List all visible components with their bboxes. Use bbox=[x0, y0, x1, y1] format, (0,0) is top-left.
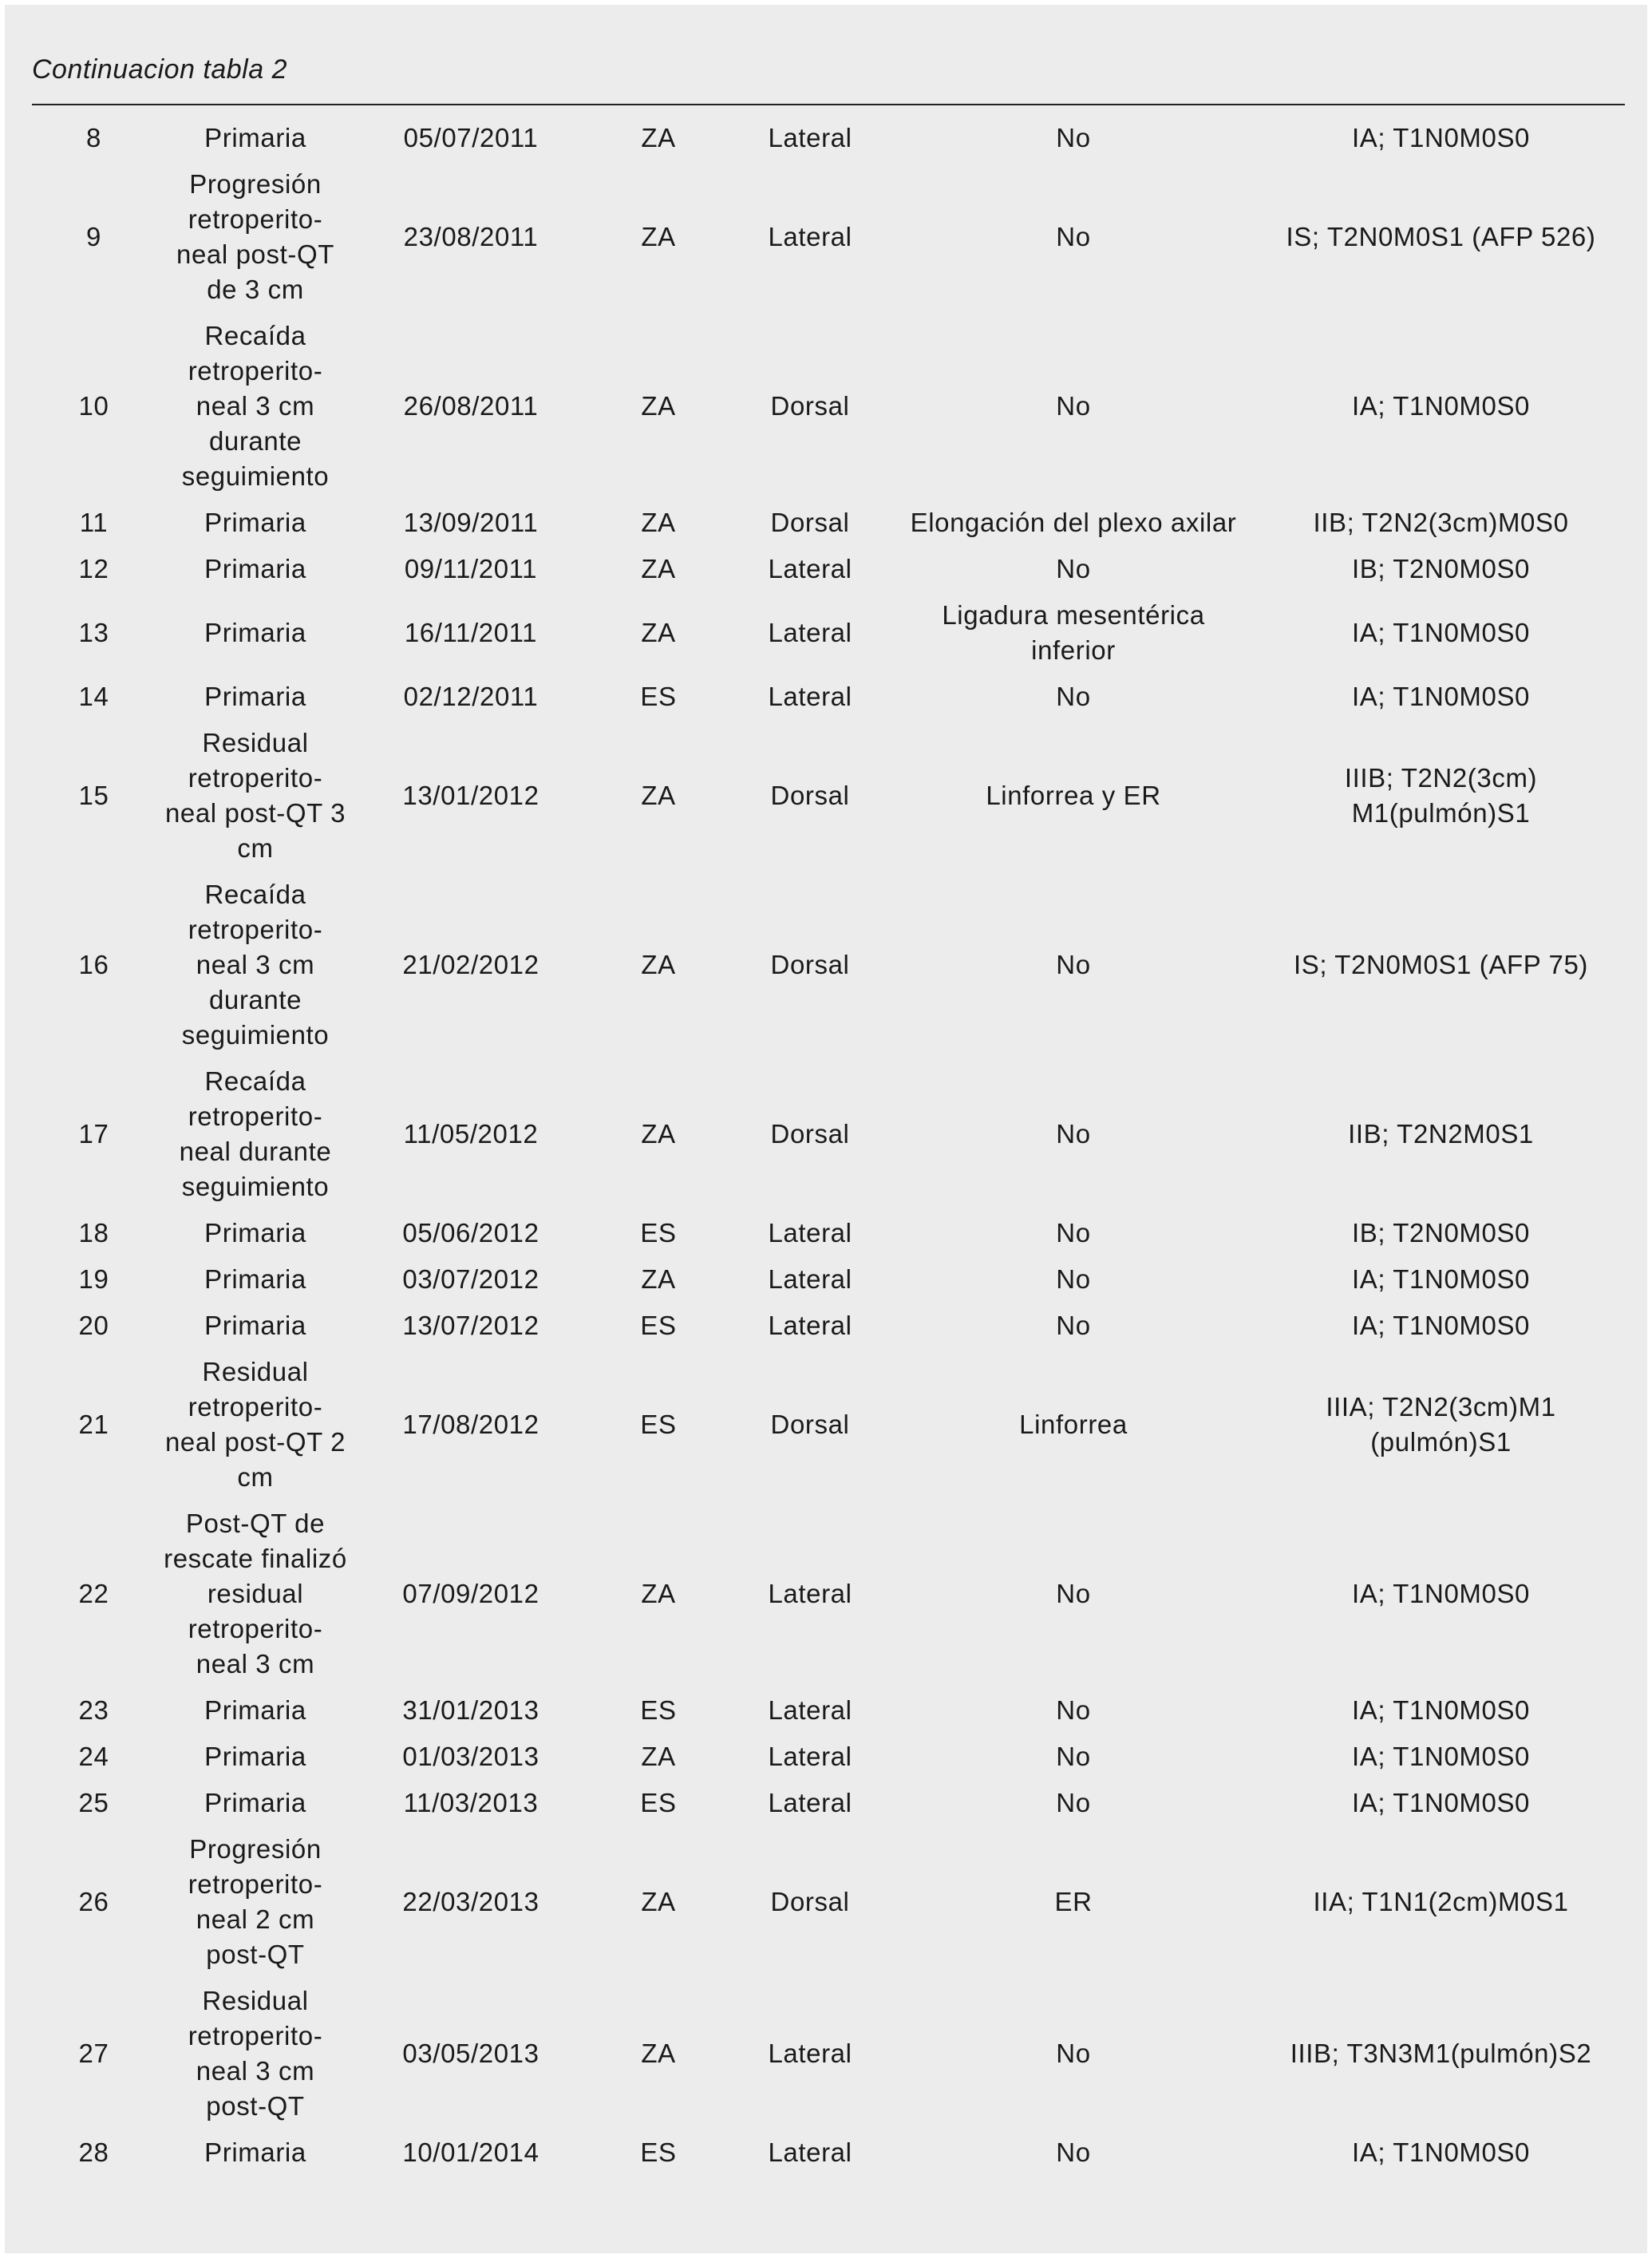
cell-approach: Dorsal bbox=[770, 1887, 850, 1916]
table-body bbox=[32, 115, 1625, 2176]
cell-center: ZA bbox=[641, 781, 676, 810]
cell-complications: No bbox=[1056, 2137, 1091, 2167]
cell-stage: IA; T1N0M0S0 bbox=[1351, 1264, 1531, 1294]
cell-stage: IB; T2N0M0S0 bbox=[1351, 1218, 1531, 1248]
cell-center: ES bbox=[640, 2137, 677, 2167]
cell-complications: No bbox=[1056, 554, 1091, 583]
table-row bbox=[32, 1349, 1625, 1501]
table-panel bbox=[5, 5, 1647, 2253]
cell-case-number: 18 bbox=[78, 1218, 109, 1248]
cell-complications: No bbox=[1056, 950, 1091, 979]
cell-case-number: 11 bbox=[79, 508, 109, 537]
cell-center: ZA bbox=[641, 391, 676, 421]
cell-stage: IA; T1N0M0S0 bbox=[1351, 1742, 1531, 1771]
cell-case-number: 28 bbox=[78, 2137, 109, 2167]
table-row bbox=[32, 1780, 1625, 1826]
cell-approach: Lateral bbox=[768, 1579, 852, 1608]
cell-case-number: 10 bbox=[78, 391, 109, 421]
table-row bbox=[32, 592, 1625, 674]
cell-date: 05/06/2012 bbox=[402, 1218, 539, 1248]
cell-complications: No bbox=[1056, 391, 1091, 421]
cell-case-number: 15 bbox=[78, 781, 109, 810]
cell-center: ZA bbox=[641, 554, 676, 583]
cell-date: 26/08/2011 bbox=[403, 391, 539, 421]
cell-complications: No bbox=[1056, 1695, 1091, 1725]
cell-stage: IA; T1N0M0S0 bbox=[1351, 1311, 1531, 1340]
cell-tumor-type: Post-QT de rescate finalizó residual retroperito- neal 3 cm bbox=[164, 1509, 347, 1679]
cell-date: 05/07/2011 bbox=[403, 123, 539, 152]
cell-center: ES bbox=[640, 1695, 677, 1725]
cell-date: 03/07/2012 bbox=[402, 1264, 539, 1294]
cell-approach: Dorsal bbox=[770, 781, 850, 810]
cell-center: ZA bbox=[641, 1264, 676, 1294]
cell-date: 21/02/2012 bbox=[402, 950, 539, 979]
cell-tumor-type: Progresión retroperito- neal 2 cm post-QT bbox=[188, 1834, 323, 1969]
cell-tumor-type: Recaída retroperito- neal 3 cm durante seguimiento bbox=[181, 880, 330, 1050]
cell-approach: Lateral bbox=[768, 554, 852, 583]
cell-stage: IA; T1N0M0S0 bbox=[1351, 1579, 1531, 1608]
cell-case-number: 25 bbox=[78, 1788, 109, 1817]
cell-case-number: 8 bbox=[86, 123, 101, 152]
cell-date: 16/11/2011 bbox=[404, 618, 538, 647]
data-table bbox=[32, 115, 1625, 2176]
cell-stage: IIA; T1N1(2cm)M0S1 bbox=[1313, 1887, 1569, 1916]
cell-tumor-type: Recaída retroperito- neal 3 cm durante seguimiento bbox=[181, 321, 330, 491]
cell-approach: Lateral bbox=[768, 1264, 852, 1294]
cell-approach: Dorsal bbox=[770, 1410, 850, 1439]
cell-center: ZA bbox=[641, 950, 676, 979]
cell-center: ZA bbox=[641, 1887, 676, 1916]
table-row bbox=[32, 2129, 1625, 2176]
cell-complications: Ligadura mesentérica inferior bbox=[942, 600, 1205, 665]
cell-approach: Lateral bbox=[768, 2039, 852, 2068]
cell-case-number: 22 bbox=[78, 1579, 109, 1608]
cell-stage: IA; T1N0M0S0 bbox=[1351, 682, 1531, 711]
cell-case-number: 27 bbox=[78, 2039, 109, 2068]
cell-stage: IIIB; T2N2(3cm) M1(pulmón)S1 bbox=[1344, 763, 1538, 828]
cell-tumor-type: Primaria bbox=[204, 1264, 306, 1294]
cell-complications: No bbox=[1056, 1579, 1091, 1608]
table-row bbox=[32, 674, 1625, 720]
cell-center: ZA bbox=[641, 222, 676, 251]
cell-tumor-type: Residual retroperito- neal post-QT 3 cm bbox=[164, 728, 346, 863]
cell-complications: No bbox=[1056, 123, 1091, 152]
cell-stage: IIB; T2N2(3cm)M0S0 bbox=[1313, 508, 1569, 537]
cell-case-number: 12 bbox=[78, 554, 109, 583]
cell-complications: No bbox=[1056, 1788, 1091, 1817]
cell-tumor-type: Primaria bbox=[204, 1788, 306, 1817]
cell-stage: IA; T1N0M0S0 bbox=[1351, 2137, 1531, 2167]
table-row bbox=[32, 1058, 1625, 1210]
cell-center: ES bbox=[640, 1311, 677, 1340]
cell-tumor-type: Primaria bbox=[204, 554, 306, 583]
cell-approach: Lateral bbox=[768, 1788, 852, 1817]
cell-tumor-type: Primaria bbox=[204, 1695, 306, 1725]
cell-tumor-type: Progresión retroperito- neal post-QT de 3 cm bbox=[176, 169, 334, 304]
cell-approach: Lateral bbox=[768, 1742, 852, 1771]
cell-center: ES bbox=[640, 1788, 677, 1817]
cell-date: 10/01/2014 bbox=[402, 2137, 539, 2167]
table-row bbox=[32, 1501, 1625, 1687]
cell-tumor-type: Primaria bbox=[204, 508, 306, 537]
cell-tumor-type: Primaria bbox=[204, 123, 306, 152]
cell-stage: IB; T2N0M0S0 bbox=[1351, 554, 1531, 583]
cell-date: 31/01/2013 bbox=[402, 1695, 539, 1725]
cell-stage: IA; T1N0M0S0 bbox=[1351, 1788, 1531, 1817]
cell-date: 03/05/2013 bbox=[402, 2039, 539, 2068]
cell-date: 13/07/2012 bbox=[402, 1311, 539, 1340]
table-row bbox=[32, 1734, 1625, 1780]
cell-approach: Dorsal bbox=[770, 950, 850, 979]
cell-tumor-type: Primaria bbox=[204, 2137, 306, 2167]
cell-approach: Lateral bbox=[768, 1695, 852, 1725]
cell-date: 01/03/2013 bbox=[402, 1742, 539, 1771]
table-caption: Continuacion tabla 2 bbox=[32, 54, 288, 85]
cell-complications: No bbox=[1056, 682, 1091, 711]
cell-center: ZA bbox=[641, 1742, 676, 1771]
table-row bbox=[32, 1256, 1625, 1303]
table-row bbox=[32, 115, 1625, 161]
table-row bbox=[32, 161, 1625, 313]
table-row bbox=[32, 720, 1625, 872]
cell-complications: No bbox=[1056, 1742, 1091, 1771]
cell-stage: IA; T1N0M0S0 bbox=[1351, 618, 1531, 647]
cell-stage: IA; T1N0M0S0 bbox=[1351, 1695, 1531, 1725]
cell-tumor-type: Primaria bbox=[204, 618, 306, 647]
cell-tumor-type: Primaria bbox=[204, 1742, 306, 1771]
cell-date: 13/09/2011 bbox=[403, 508, 539, 537]
table-row bbox=[32, 872, 1625, 1058]
cell-stage: IIB; T2N2M0S1 bbox=[1348, 1119, 1534, 1149]
cell-center: ZA bbox=[641, 508, 676, 537]
cell-stage: IA; T1N0M0S0 bbox=[1351, 391, 1531, 421]
cell-tumor-type: Primaria bbox=[204, 1311, 306, 1340]
table-row bbox=[32, 1826, 1625, 1978]
cell-approach: Lateral bbox=[768, 222, 852, 251]
cell-date: 17/08/2012 bbox=[402, 1410, 539, 1439]
cell-complications: No bbox=[1056, 1119, 1091, 1149]
table-row bbox=[32, 1687, 1625, 1734]
cell-complications: No bbox=[1056, 1218, 1091, 1248]
cell-case-number: 9 bbox=[86, 222, 101, 251]
cell-approach: Lateral bbox=[768, 1218, 852, 1248]
header-rule bbox=[32, 104, 1625, 105]
table-row bbox=[32, 313, 1625, 500]
cell-approach: Lateral bbox=[768, 618, 852, 647]
table-row bbox=[32, 500, 1625, 546]
table-row bbox=[32, 1210, 1625, 1256]
cell-date: 09/11/2011 bbox=[404, 554, 538, 583]
cell-case-number: 13 bbox=[78, 618, 109, 647]
cell-case-number: 17 bbox=[78, 1119, 109, 1149]
cell-center: ZA bbox=[641, 2039, 676, 2068]
cell-case-number: 26 bbox=[78, 1887, 109, 1916]
cell-stage: IA; T1N0M0S0 bbox=[1351, 123, 1531, 152]
cell-case-number: 14 bbox=[78, 682, 109, 711]
cell-center: ES bbox=[640, 682, 677, 711]
cell-complications: ER bbox=[1054, 1887, 1093, 1916]
cell-approach: Lateral bbox=[768, 2137, 852, 2167]
cell-tumor-type: Residual retroperito- neal 3 cm post-QT bbox=[188, 1986, 323, 2121]
cell-center: ZA bbox=[641, 1579, 676, 1608]
cell-case-number: 23 bbox=[78, 1695, 109, 1725]
cell-complications: No bbox=[1056, 222, 1091, 251]
cell-approach: Dorsal bbox=[770, 391, 850, 421]
table-row bbox=[32, 546, 1625, 592]
cell-case-number: 16 bbox=[78, 950, 109, 979]
cell-complications: No bbox=[1056, 1264, 1091, 1294]
cell-case-number: 19 bbox=[78, 1264, 109, 1294]
cell-center: ES bbox=[640, 1218, 677, 1248]
cell-complications: No bbox=[1056, 2039, 1091, 2068]
cell-date: 11/05/2012 bbox=[403, 1119, 539, 1149]
cell-approach: Lateral bbox=[768, 123, 852, 152]
cell-stage: IIIA; T2N2(3cm)M1 (pulmón)S1 bbox=[1326, 1392, 1556, 1457]
cell-center: ZA bbox=[641, 1119, 676, 1149]
cell-approach: Dorsal bbox=[770, 508, 850, 537]
cell-approach: Lateral bbox=[768, 1311, 852, 1340]
cell-stage: IIIB; T3N3M1(pulmón)S2 bbox=[1290, 2039, 1592, 2068]
cell-stage: IS; T2N0M0S1 (AFP 526) bbox=[1286, 222, 1596, 251]
cell-complications: Linforrea bbox=[1019, 1410, 1128, 1439]
cell-complications: No bbox=[1056, 1311, 1091, 1340]
cell-center: ZA bbox=[641, 123, 676, 152]
cell-stage: IS; T2N0M0S1 (AFP 75) bbox=[1293, 950, 1589, 979]
cell-approach: Lateral bbox=[768, 682, 852, 711]
table-row bbox=[32, 1978, 1625, 2129]
cell-center: ZA bbox=[641, 618, 676, 647]
cell-case-number: 21 bbox=[78, 1410, 109, 1439]
cell-approach: Dorsal bbox=[770, 1119, 850, 1149]
cell-date: 13/01/2012 bbox=[402, 781, 539, 810]
cell-case-number: 20 bbox=[78, 1311, 109, 1340]
cell-tumor-type: Recaída retroperito- neal durante seguimiento bbox=[179, 1066, 332, 1201]
cell-date: 07/09/2012 bbox=[402, 1579, 539, 1608]
cell-complications: Linforrea y ER bbox=[986, 781, 1161, 810]
table-row bbox=[32, 1303, 1625, 1349]
cell-date: 23/08/2011 bbox=[403, 222, 539, 251]
cell-case-number: 24 bbox=[78, 1742, 109, 1771]
cell-date: 02/12/2011 bbox=[403, 682, 539, 711]
cell-tumor-type: Residual retroperito- neal post-QT 2 cm bbox=[164, 1357, 346, 1492]
cell-tumor-type: Primaria bbox=[204, 682, 306, 711]
cell-date: 22/03/2013 bbox=[402, 1887, 539, 1916]
cell-tumor-type: Primaria bbox=[204, 1218, 306, 1248]
cell-center: ES bbox=[640, 1410, 677, 1439]
cell-date: 11/03/2013 bbox=[403, 1788, 539, 1817]
cell-complications: Elongación del plexo axilar bbox=[910, 508, 1237, 537]
